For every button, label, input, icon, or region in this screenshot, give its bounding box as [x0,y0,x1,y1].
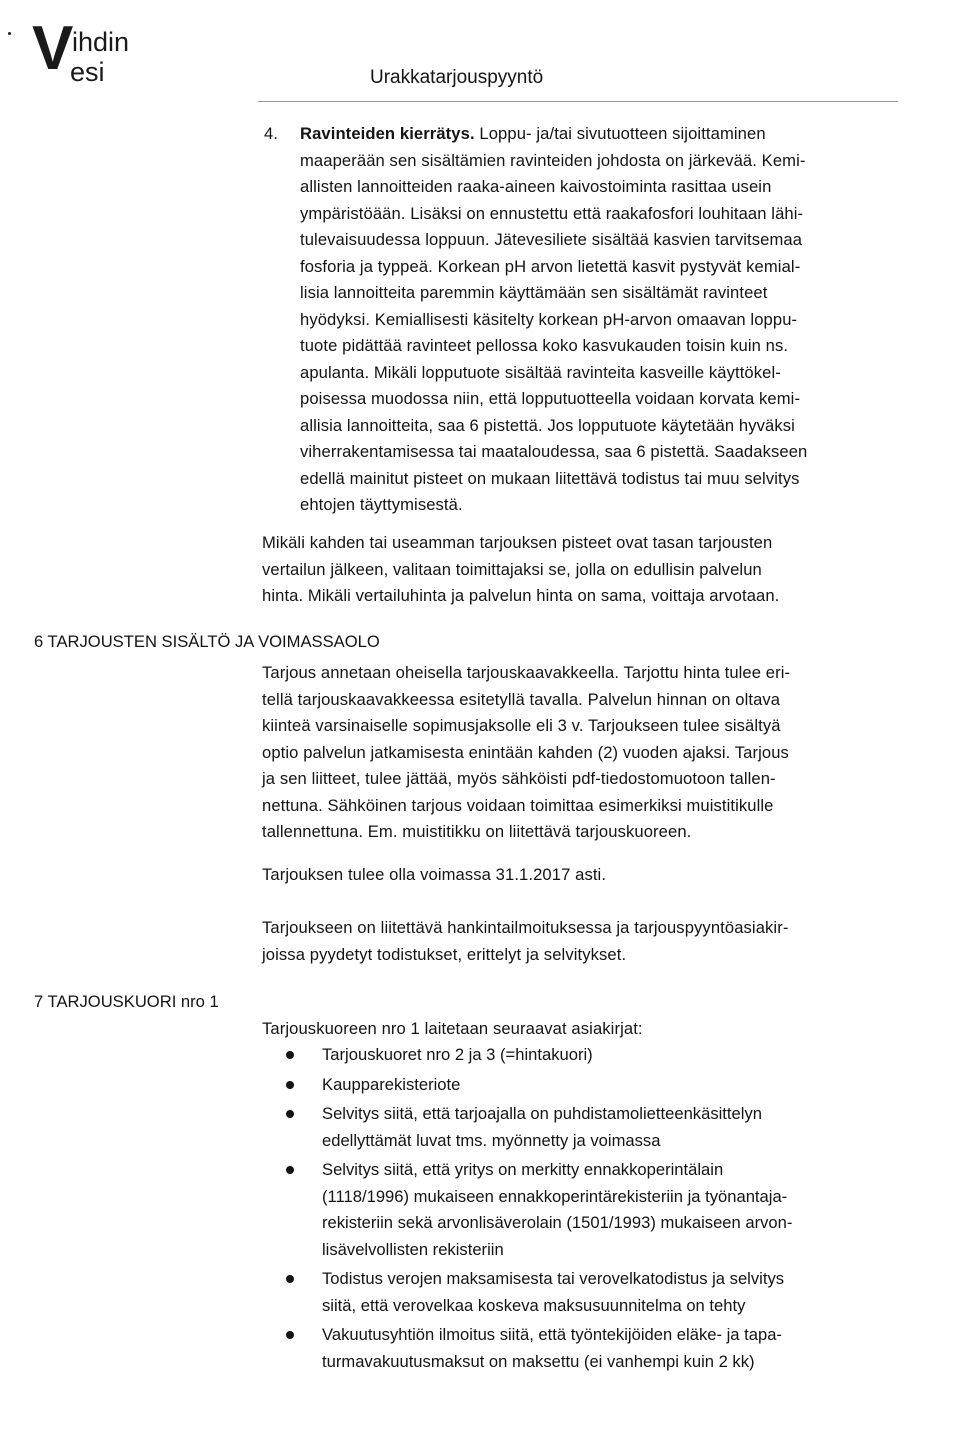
section6-line: nettuna. Sähköinen tarjous voidaan toimittaa esimerkiksi muistitikulle [262,795,774,815]
section6-line: tallennettuna. Em. muistitikku on liitettävä tarjouskuoreen. [262,822,692,841]
item4-line: edellä mainitut pisteet on mukaan liitettävä todistus tai muu selvitys [300,468,800,488]
item4-line: ehtojen täyttymisestä. [300,495,463,514]
section-7-intro: Tarjouskuoreen nro 1 laitetaan seuraavat asiakirjat: [262,1019,643,1038]
item4-line: allisia lannoitteita, saa 6 pistettä. Jos lopputuote käytetään hyväksi [300,415,795,435]
attachments-line: joissa pyydetyt todistukset, erittelyt ja selvitykset. [262,944,627,964]
item4-line-1: Ravinteiden kierrätys. Loppu- ja/tai sivutuotteen sijoittaminen [300,124,766,143]
section6-line: kiinteä varsinaiselle sopimusjaksolle eli 3 v. Tarjoukseen tulee sisältyä [262,716,781,735]
item4-line: maaperään sen sisältämien ravinteiden johdosta on järkevää. Kemi- [300,150,806,170]
logo-word-bottom: esi [70,57,105,87]
item4-line: fosforia ja typpeä. Korkean pH arvon lietettä kasvit pystyvät kemial- [300,256,801,276]
document-title: Urakkatarjouspyyntö [370,67,544,88]
item4-line: viherrakentamisessa tai maataloudessa, saa 6 pistettä. Saadakseen [300,442,808,461]
tiebreak-line: Mikäli kahden tai useamman tarjouksen pisteet ovat tasan tarjousten [262,533,773,552]
logo-word-top: ihdin [72,27,130,57]
bullet-icon [286,1166,294,1174]
item4-paragraph [300,121,900,519]
list-item: Tarjouskuoret nro 2 ja 3 (=hintakuori) [286,1042,792,1069]
section-7-heading: 7 TARJOUSKUORI nro 1 [34,992,219,1011]
item4-line: tuote pidättää ravinteet pellossa koko kasvukauden toisin kuin ns. [300,336,789,355]
list-item: Todistus verojen maksamisesta tai verovelkatodistus ja selvitys siitä, että verovelkaa koskeva maksusuunnitelma on tehty [286,1266,792,1319]
bullet-icon [286,1110,294,1118]
logo-initial: V [32,14,74,83]
item4-line: allisten lannoitteiden raaka-aineen kaivostoiminta rasittaa usein [300,177,772,196]
list-item: Vakuutusyhtiön ilmoitus siitä, että työntekijöiden eläke- ja tapa- turmavakuutusmaksut on maksettu (ei vanhempi kuin 2 kk) [286,1322,792,1375]
required-documents-list [286,1042,792,1375]
margin-mark [8,32,11,35]
tiebreak-line: hinta. Mikäli vertailuhinta ja palvelun hinta on sama, voittaja arvotaan. [262,586,780,605]
section6-line: optio palvelun jatkamisesta enintään kahden (2) vuoden ajaksi. Tarjous [262,742,789,762]
list-item: Selvitys siitä, että yritys on merkitty ennakkoperintälain (1118/1996) mukaiseen ennakkoperintärekisteriin ja työnantaja- rekisteriin sekä arvonlisäverolain (1501/1993) mukaiseen arvon- lisävelvollisten rekisteriin [286,1157,792,1263]
item4-line: lisia lannoitteita paremmin käyttämään sen sisältämät ravinteet [300,283,768,302]
section-6-heading: 6 TARJOUSTEN SISÄLTÖ JA VOIMASSAOLO [34,632,380,651]
section6-line: tellä tarjouskaavakkeessa esitetyllä tavalla. Palvelun hinnan on oltava [262,689,781,709]
item4-line: hyödyksi. Kemiallisesti käsitelty korkean pH-arvon omaavan loppu- [300,309,798,329]
section-6-paragraph [262,660,902,846]
header-divider [258,101,898,102]
item4-line: apulanta. Mikäli lopputuote sisältää ravinteita kasveille käyttökel- [300,362,781,382]
bullet-icon [286,1331,294,1339]
item-number: 4. [264,124,278,143]
bullet-icon [286,1275,294,1283]
tiebreak-line: vertailun jälkeen, valitaan toimittajaksi se, jolla on edullisin palvelun [262,559,762,579]
bullet-icon [286,1051,294,1059]
attachments-paragraph [262,915,902,968]
list-item: Kaupparekisteriote [286,1072,792,1099]
item4-title: Ravinteiden kierrätys. [300,124,475,143]
bullet-icon [286,1081,294,1089]
item4-line: poisessa muodossa niin, että lopputuotteella voidaan korvata kemi- [300,389,801,408]
validity-statement: Tarjouksen tulee olla voimassa 31.1.2017 asti. [262,865,607,884]
section6-line: Tarjous annetaan oheisella tarjouskaavakkeella. Tarjottu hinta tulee eri- [262,663,791,682]
item4-line: tulevaisuudessa loppuun. Jätevesiliete sisältää kasvien tarvitsemaa [300,230,803,249]
attachments-line: Tarjoukseen on liitettävä hankintailmoituksessa ja tarjouspyyntöasiakir- [262,918,789,937]
item4-line: ympäristöään. Lisäksi on ennustettu että raakafosfori louhitaan lähi- [300,203,804,223]
list-item: Selvitys siitä, että tarjoajalla on puhdistamolietteenkäsittelyn edellyttämät luvat tms. myönnetty ja voimassa [286,1101,792,1154]
tiebreak-paragraph [262,530,902,610]
section6-line: ja sen liitteet, tulee jättää, myös sähköisti pdf-tiedostomuotoon tallen- [262,769,776,788]
